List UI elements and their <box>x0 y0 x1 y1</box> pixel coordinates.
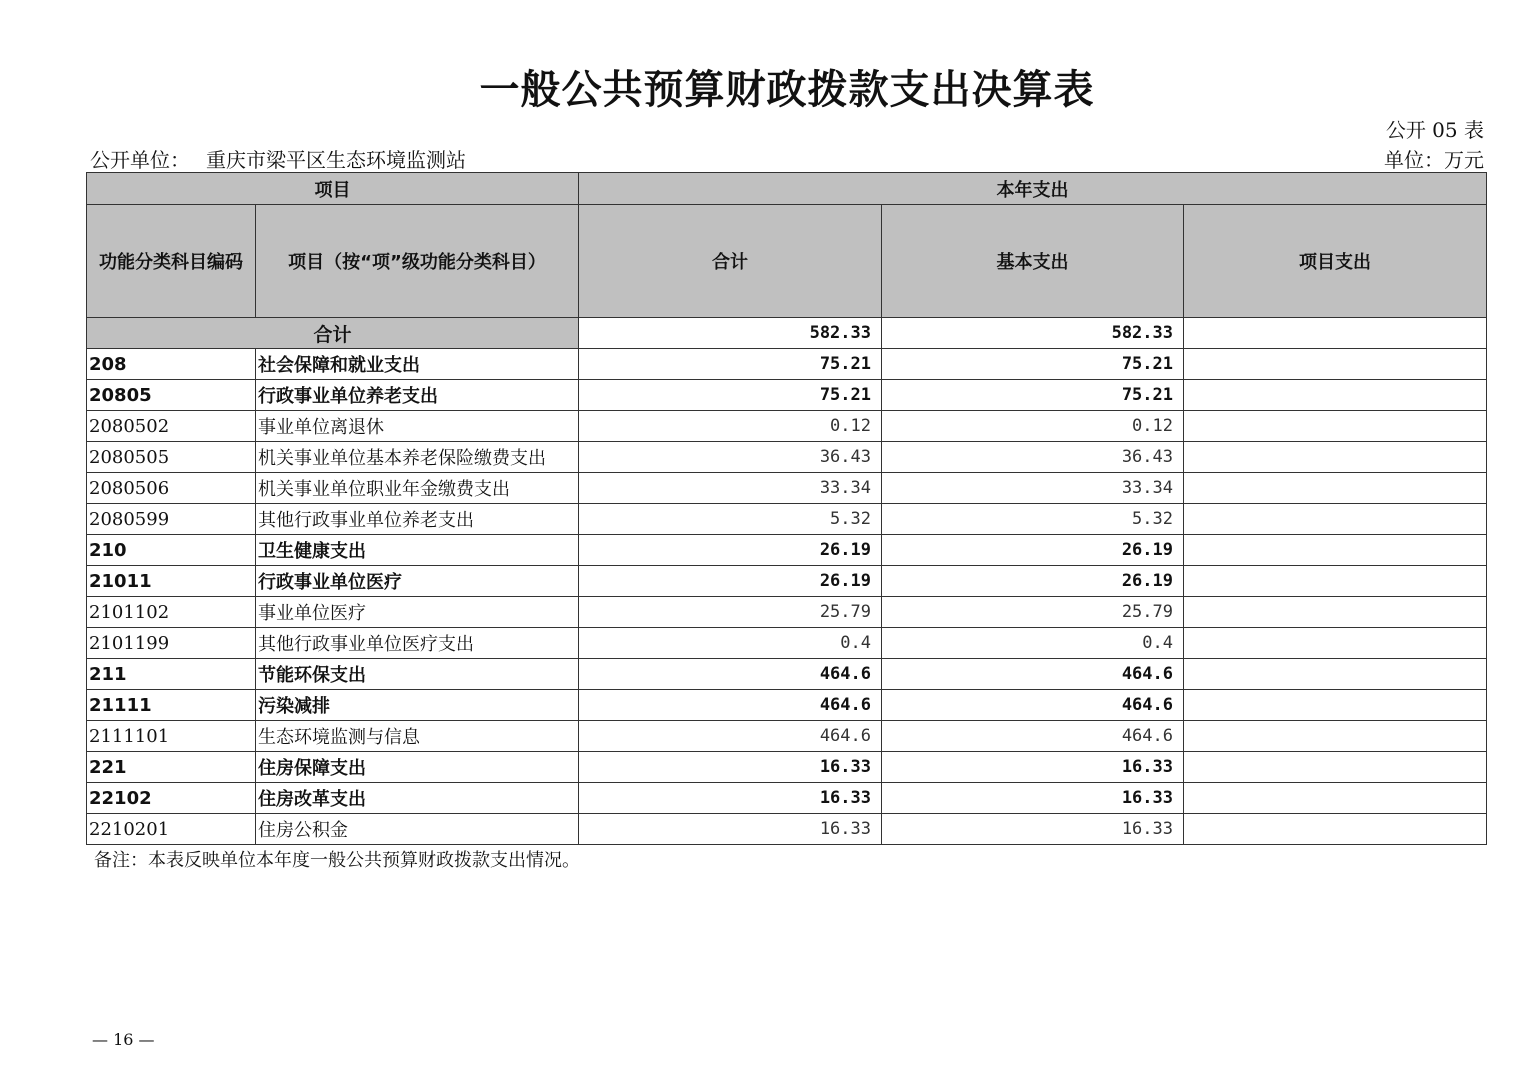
row-item-name: 节能环保支出 <box>256 659 579 690</box>
row-basic: 16.33 <box>882 752 1184 783</box>
currency-unit: 单位：万元 <box>1384 148 1484 172</box>
row-basic: 16.33 <box>882 783 1184 814</box>
table-row <box>87 752 1487 783</box>
row-item-name: 卫生健康支出 <box>256 535 579 566</box>
row-item-name: 其他行政事业单位养老支出 <box>256 504 579 535</box>
row-code: 221 <box>87 752 256 783</box>
row-item-name: 住房保障支出 <box>256 752 579 783</box>
row-total: 16.33 <box>579 783 882 814</box>
row-item-name: 事业单位医疗 <box>256 597 579 628</box>
total-amount: 582.33 <box>579 318 882 349</box>
reporting-unit-name: 重庆市梁平区生态环境监测站 <box>206 148 466 172</box>
row-project <box>1184 659 1487 690</box>
row-item-name: 住房改革支出 <box>256 783 579 814</box>
row-code: 2080506 <box>87 473 256 504</box>
row-item-name: 污染减排 <box>256 690 579 721</box>
row-total: 0.12 <box>579 411 882 442</box>
row-basic: 25.79 <box>882 597 1184 628</box>
row-project <box>1184 411 1487 442</box>
row-total: 5.32 <box>579 504 882 535</box>
row-item-name: 其他行政事业单位医疗支出 <box>256 628 579 659</box>
row-project <box>1184 721 1487 752</box>
total-project <box>1184 318 1487 349</box>
row-code: 2080599 <box>87 504 256 535</box>
row-code: 22102 <box>87 783 256 814</box>
row-project <box>1184 504 1487 535</box>
row-project <box>1184 349 1487 380</box>
header-total: 合计 <box>579 205 882 318</box>
row-project <box>1184 566 1487 597</box>
row-item-name: 机关事业单位基本养老保险缴费支出 <box>256 442 579 473</box>
table-row <box>87 442 1487 473</box>
row-item-name: 机关事业单位职业年金缴费支出 <box>256 473 579 504</box>
row-total: 25.79 <box>579 597 882 628</box>
row-basic: 0.4 <box>882 628 1184 659</box>
row-code: 2101102 <box>87 597 256 628</box>
row-total: 464.6 <box>579 659 882 690</box>
total-label: 合计 <box>87 318 579 349</box>
page-title: 一般公共预算财政拨款支出决算表 <box>479 67 1095 113</box>
row-total: 16.33 <box>579 752 882 783</box>
row-code: 21111 <box>87 690 256 721</box>
row-code: 2101199 <box>87 628 256 659</box>
total-basic: 582.33 <box>882 318 1184 349</box>
table-row <box>87 566 1487 597</box>
row-code: 2080502 <box>87 411 256 442</box>
form-number: 公开 05 表 <box>1385 118 1484 142</box>
table-row <box>87 597 1487 628</box>
row-project <box>1184 783 1487 814</box>
header-project: 项目支出 <box>1184 205 1487 318</box>
row-item-name: 社会保障和就业支出 <box>256 349 579 380</box>
row-item-name: 行政事业单位养老支出 <box>256 380 579 411</box>
header-code: 功能分类科目编码 <box>87 205 256 318</box>
row-project <box>1184 628 1487 659</box>
reporting-unit <box>90 144 466 173</box>
row-total: 33.34 <box>579 473 882 504</box>
total-row <box>87 318 1487 349</box>
table-row <box>87 783 1487 814</box>
row-basic: 26.19 <box>882 566 1184 597</box>
expenditure-table <box>86 172 1487 845</box>
row-project <box>1184 442 1487 473</box>
row-total: 464.6 <box>579 721 882 752</box>
table-row <box>87 504 1487 535</box>
row-code: 2080505 <box>87 442 256 473</box>
row-basic: 5.32 <box>882 504 1184 535</box>
row-basic: 464.6 <box>882 690 1184 721</box>
table-row <box>87 814 1487 845</box>
row-basic: 33.34 <box>882 473 1184 504</box>
row-basic: 464.6 <box>882 659 1184 690</box>
row-code: 2111101 <box>87 721 256 752</box>
table-row <box>87 690 1487 721</box>
table-row <box>87 349 1487 380</box>
row-total: 75.21 <box>579 349 882 380</box>
row-code: 208 <box>87 349 256 380</box>
row-item-name: 行政事业单位医疗 <box>256 566 579 597</box>
row-basic: 464.6 <box>882 721 1184 752</box>
table-row <box>87 535 1487 566</box>
row-item-name: 事业单位离退休 <box>256 411 579 442</box>
header-expense-group: 本年支出 <box>579 173 1487 205</box>
header-item-group: 项目 <box>87 173 579 205</box>
row-basic: 36.43 <box>882 442 1184 473</box>
row-basic: 75.21 <box>882 380 1184 411</box>
reporting-unit-label: 公开单位： <box>90 148 190 172</box>
row-project <box>1184 597 1487 628</box>
row-basic: 75.21 <box>882 349 1184 380</box>
header-basic: 基本支出 <box>882 205 1184 318</box>
table-row <box>87 411 1487 442</box>
row-total: 464.6 <box>579 690 882 721</box>
row-code: 20805 <box>87 380 256 411</box>
row-project <box>1184 473 1487 504</box>
row-project <box>1184 752 1487 783</box>
row-project <box>1184 380 1487 411</box>
table-row <box>87 721 1487 752</box>
row-project <box>1184 535 1487 566</box>
row-basic: 16.33 <box>882 814 1184 845</box>
table-row <box>87 473 1487 504</box>
row-total: 0.4 <box>579 628 882 659</box>
row-basic: 26.19 <box>882 535 1184 566</box>
page-number: — 16 — <box>92 1030 155 1049</box>
footnote: 备注：本表反映单位本年度一般公共预算财政拨款支出情况。 <box>94 850 580 871</box>
row-total: 26.19 <box>579 566 882 597</box>
row-code: 21011 <box>87 566 256 597</box>
row-total: 26.19 <box>579 535 882 566</box>
row-code: 2210201 <box>87 814 256 845</box>
row-project <box>1184 690 1487 721</box>
header-item: 项目（按“项”级功能分类科目） <box>256 205 579 318</box>
row-total: 16.33 <box>579 814 882 845</box>
row-code: 211 <box>87 659 256 690</box>
row-project <box>1184 814 1487 845</box>
row-basic: 0.12 <box>882 411 1184 442</box>
row-item-name: 生态环境监测与信息 <box>256 721 579 752</box>
table-row <box>87 659 1487 690</box>
row-total: 36.43 <box>579 442 882 473</box>
table-row <box>87 380 1487 411</box>
row-total: 75.21 <box>579 380 882 411</box>
table-row <box>87 628 1487 659</box>
row-code: 210 <box>87 535 256 566</box>
row-item-name: 住房公积金 <box>256 814 579 845</box>
